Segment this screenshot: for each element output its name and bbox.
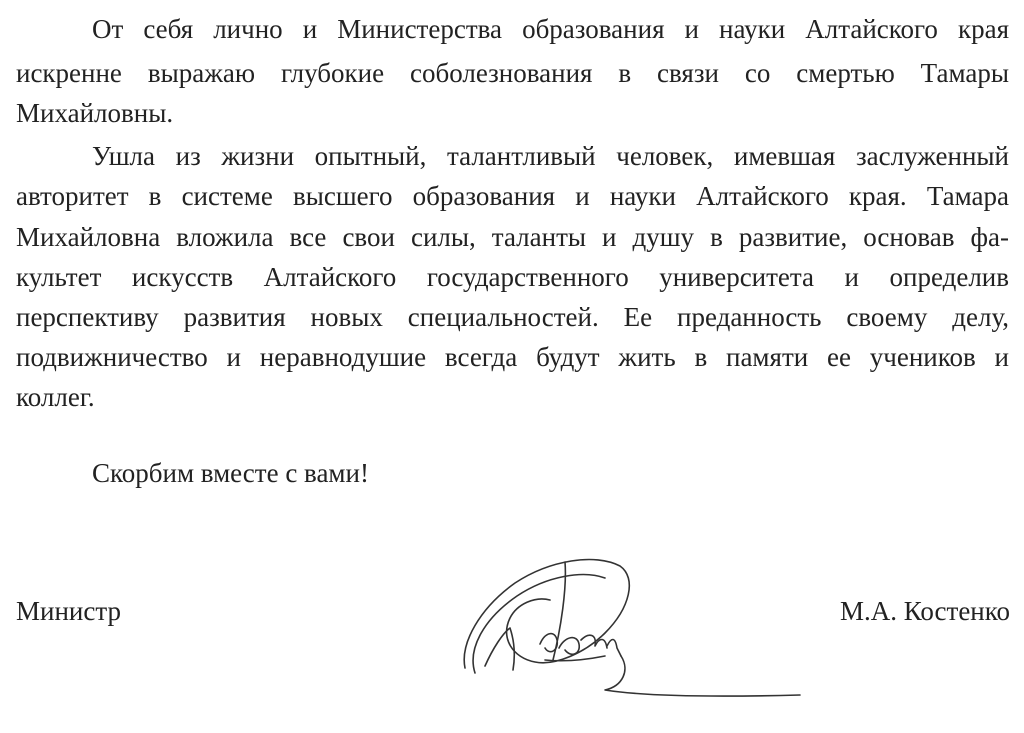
paragraph-2-line-3: Михайловна вложила все свои силы, таланты и душу в развитие, основав фа- xyxy=(16,222,1009,252)
paragraph-2-line-5: перспективу развития новых специальностей. Ее преданность своему делу, xyxy=(16,302,1009,332)
paragraph-1-line-1: От себя лично и Министерства образования и науки Алтайского края xyxy=(92,14,1009,44)
paragraph-2-line-7: коллег. xyxy=(16,382,95,412)
paragraph-1-line-2: искренне выражаю глубокие соболезнования в связи со смертью Тамары xyxy=(16,58,1009,88)
signatory-title: Министр xyxy=(16,596,121,626)
paragraph-2-line-6: подвижничество и неравнодушие всегда будут жить в памяти ее учеников и xyxy=(16,342,1009,372)
paragraph-2-line-1: Ушла из жизни опытный, талантливый человек, имевшая заслуженный xyxy=(92,141,1009,171)
paragraph-1-line-3: Михайловны. xyxy=(16,98,174,128)
closing-phrase: Скорбим вместе с вами! xyxy=(92,458,369,488)
paragraph-2-line-2: авторитет в системе высшего образования и науки Алтайского края. Тамара xyxy=(16,181,1009,211)
handwritten-signature xyxy=(455,548,815,708)
paragraph-2-line-4: культет искусств Алтайского государственного университета и определив xyxy=(16,262,1009,292)
signatory-name: М.А. Костенко xyxy=(839,596,1010,626)
